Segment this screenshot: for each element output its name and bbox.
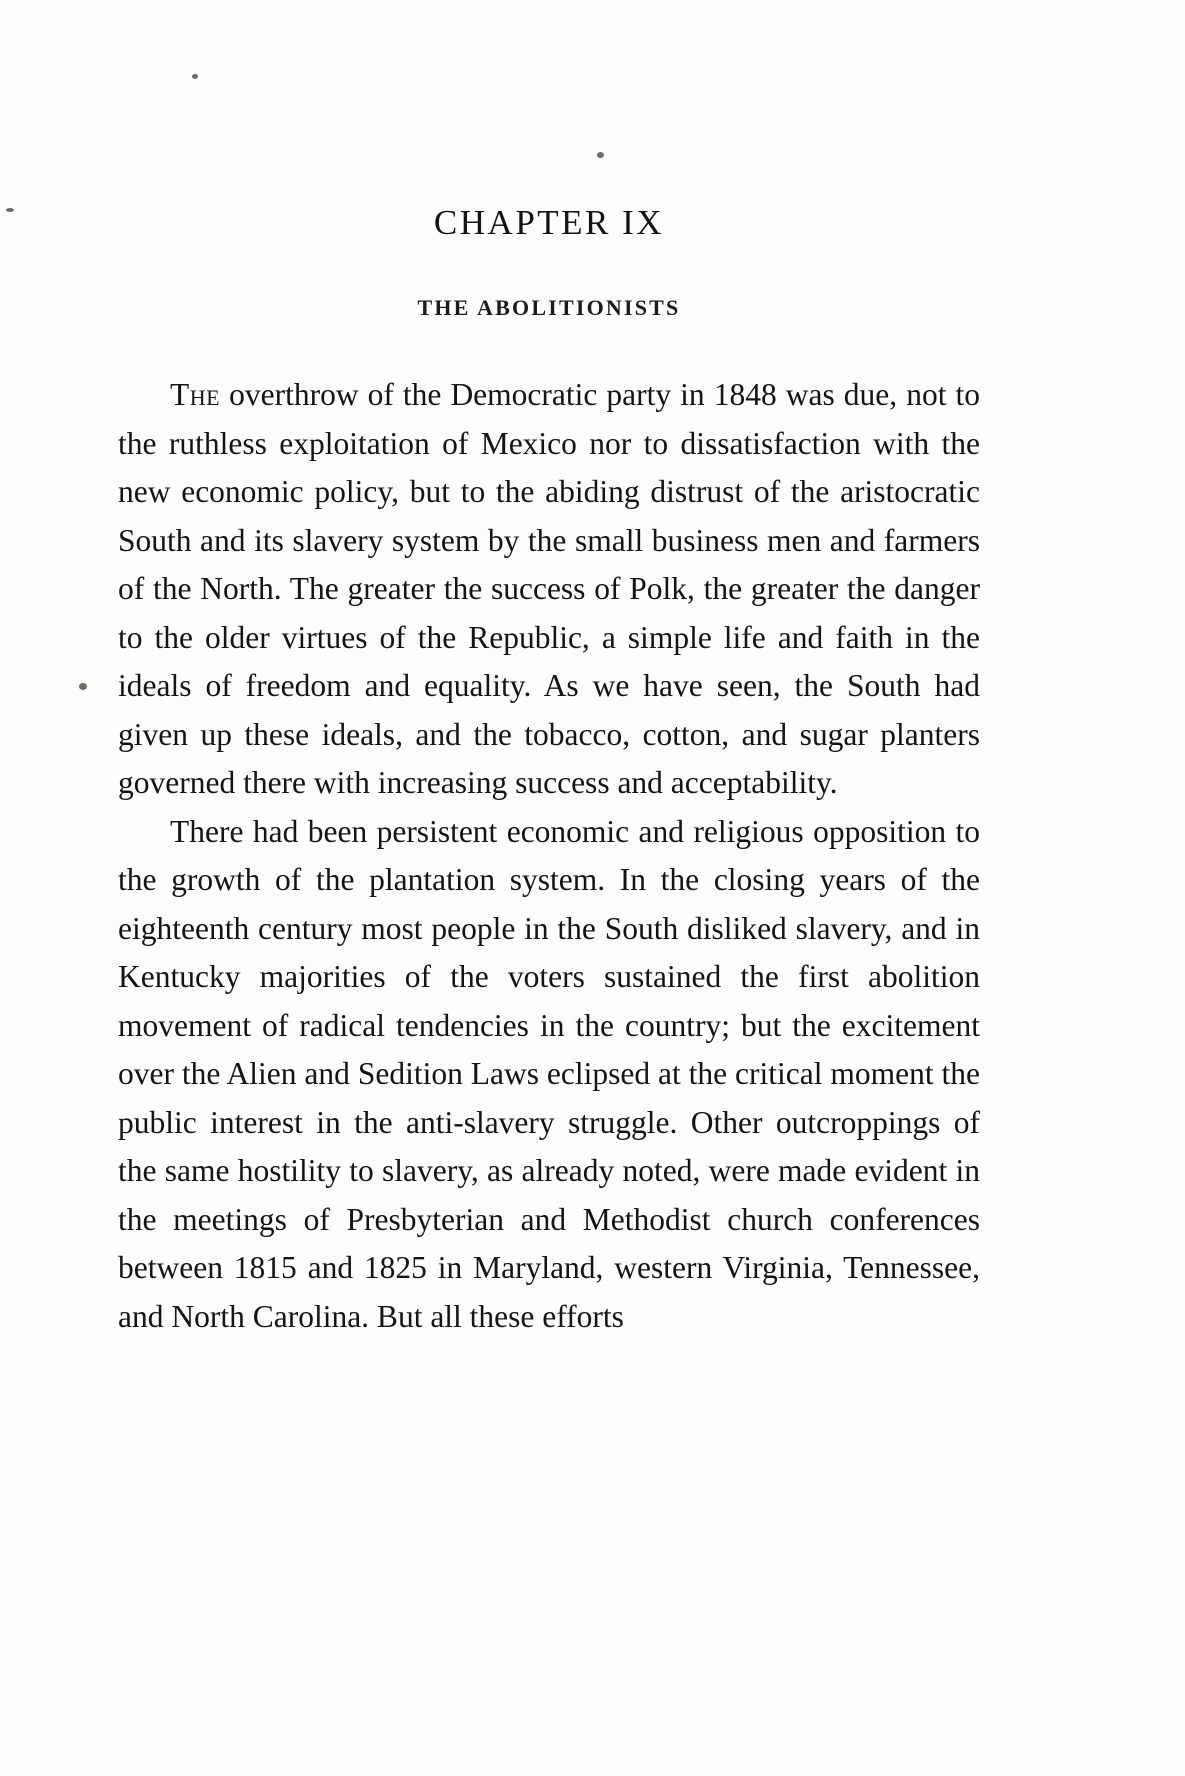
page-content: [118, 185, 980, 1341]
paragraph-1-lead: The: [170, 377, 221, 412]
chapter-subtitle: THE ABOLITIONISTS: [417, 295, 681, 320]
page-speck-icon: [192, 74, 198, 79]
page-speck-icon: [597, 152, 604, 158]
paragraph-2-text: There had been persistent economic and religious opposition to the growth of the plantation system. In the closing years of the eighteenth century most people in the South disliked slavery, and in Kentucky majorities of the voters sustained the first abolition movement of radical tendencies in the country; but the excitement over the Alien and Sedition Laws eclipsed at the critical moment the public interest in the anti-slavery struggle. Other outcroppings of the same hostility to slavery, as already noted, were made evident in the meetings of Presbyterian and Methodist church conferences between 1815 and 1825 in Maryland, western Virginia, Tennessee, and North Carolina. But all these efforts: [118, 813, 980, 1334]
body-text: [118, 371, 980, 1341]
paragraph-1: [118, 371, 980, 808]
paragraph-2: [118, 808, 980, 1342]
page-speck-icon: [79, 683, 87, 690]
chapter-title: CHAPTER IX: [433, 203, 665, 242]
page-speck-icon: [6, 208, 14, 212]
paragraph-1-text: overthrow of the Democratic party in 1848 was due, not to the ruthless exploitation of Mexico nor to dissatisfaction with the new economic policy, but to the abiding distrust of the aristocratic South and its slavery system by the small business men and farmers of the North. The greater the success of Polk, the greater the danger to the older virtues of the Republic, a simple life and faith in the ideals of freedom and equality. As we have seen, the South had given up these ideals, and the tobacco, cotton, and sugar planters governed there with increasing success and acceptability.: [118, 377, 980, 800]
